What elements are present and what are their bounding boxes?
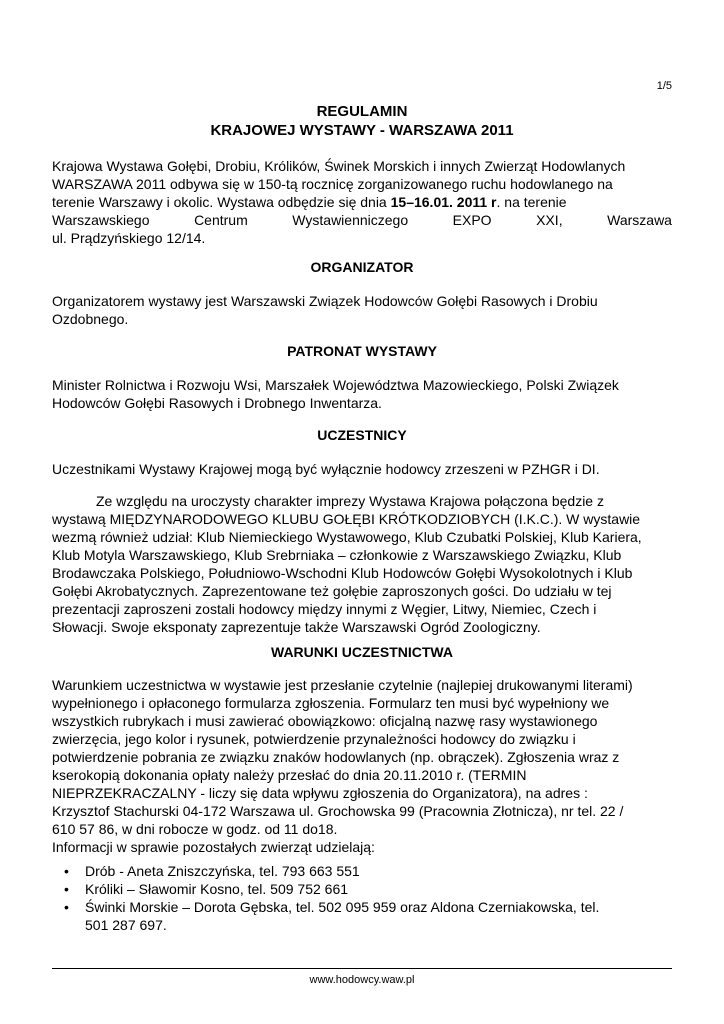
- conditions-line: wypełnionego i opłaconego formularza zgłoszenia. Formularz ten musi być wypełniony we: [52, 695, 610, 711]
- intro-word: Warszawskiego: [52, 212, 150, 228]
- intro-paragraph: [52, 157, 672, 247]
- participants-line: wystawą MIĘDZYNARODOWEGO KLUBU GOŁĘBI KRÓTKODZIOBYCH (I.K.C.). W wystawie: [52, 511, 641, 527]
- conditions-line: Warunkiem uczestnictwa w wystawie jest przesłanie czytelnie (najlepiej drukowanymi literami): [52, 677, 633, 693]
- contacts-list: [52, 862, 672, 934]
- footer-url: www.hodowcy.waw.pl: [309, 974, 415, 986]
- intro-word: XXI,: [536, 212, 563, 228]
- intro-line: ul. Prądzyńskiego 12/14.: [52, 230, 206, 246]
- list-item: [52, 898, 672, 934]
- conditions-line: kserokopią dokonania opłaty należy przesłać do dnia 20.11.2010 r. (TERMIN: [52, 767, 527, 783]
- conditions-line: zwierzęcia, jego kolor i rysunek, potwierdzenie przynależności hodowcy do związku i: [52, 731, 576, 747]
- conditions-line: Krzysztof Stachurski 04-172 Warszawa ul. Grochowska 99 (Pracownia Złotnicza), nr tel. 22 /: [52, 803, 624, 819]
- intro-line: WARSZAWA 2011 odbywa się w 150-tą rocznicę zorganizowanego ruchu hodowlanego na: [52, 176, 613, 192]
- intro-word: Wystawienniczego: [292, 212, 409, 228]
- patron-line: Minister Rolnictwa i Rozwoju Wsi, Marszałek Województwa Mazowieckiego, Polski Związek: [52, 377, 619, 393]
- intro-word: EXPO: [452, 212, 492, 228]
- participants-line: Klub Motyla Warszawskiego, Klub Srebrniaka – członkowie z Warszawskiego Związku, Klub: [52, 547, 622, 563]
- exhibition-dates: 15–16.01. 2011 r: [390, 194, 497, 210]
- participants-line: Słowacji. Swoje eksponaty zaprezentuje także Warszawski Ogród Zoologiczny.: [52, 619, 541, 635]
- page-number: 1/5: [656, 80, 672, 92]
- intro-text: terenie Warszawy i okolic. Wystawa odbędzie się dnia: [52, 194, 391, 210]
- intro-word: Centrum: [194, 212, 248, 228]
- participants-line: wezmą również udział: Klub Niemieckiego Wystawowego, Klub Czubatki Polskiej, Klub Kariera,: [52, 529, 642, 545]
- organizer-heading: ORGANIZATOR: [310, 259, 414, 275]
- document-subtitle: KRAJOWEJ WYSTAWY - WARSZAWA 2011: [210, 122, 514, 139]
- contact-text: Świnki Morskie – Dorota Gębska, tel. 502 095 959 oraz Aldona Czerniakowska, tel.: [85, 899, 600, 915]
- intro-text: . na terenie: [496, 194, 567, 210]
- organizer-paragraph: [52, 292, 672, 328]
- document-title: REGULAMIN: [316, 103, 408, 120]
- intro-line: Krajowa Wystawa Gołębi, Drobiu, Królików, Świnek Morskich i innych Zwierząt Hodowlanych: [52, 158, 626, 174]
- list-item: • Drób - Aneta Zniszczyńska, tel. 793 663 551: [52, 862, 672, 880]
- conditions-line: potwierdzenie pobrania ze związku znaków hodowlanych (np. obrączek). Zgłoszenia wraz z: [52, 749, 620, 765]
- patron-heading: PATRONAT WYSTAWY: [287, 343, 437, 359]
- conditions-line: 610 57 86, w dni robocze w godz. od 11 do18.: [52, 821, 338, 837]
- organizer-line: Organizatorem wystawy jest Warszawski Związek Hodowców Gołębi Rasowych i Drobiu: [52, 293, 598, 309]
- conditions-line: Informacji w sprawie pozostałych zwierząt udzielają:: [52, 839, 375, 855]
- participants-line: Gołębi Akrobatycznych. Zaprezentowane też gołębie zaproszonych gości. Do udziału w tej: [52, 583, 612, 599]
- participants-paragraph-1: Uczestnikami Wystawy Krajowej mogą być wyłącznie hodowcy zrzeszeni w PZHGR i DI.: [52, 461, 600, 477]
- intro-word: Warszawa: [607, 212, 672, 228]
- participants-heading: UCZESTNICY: [317, 427, 407, 443]
- participants-line: Ze względu na uroczysty charakter imprezy Wystawa Krajowa połączona będzie z: [96, 493, 604, 509]
- participants-line: prezentacji zaproszeni zostali hodowcy między innymi z Węgier, Litwy, Niemiec, Czech i: [52, 601, 597, 617]
- conditions-heading: WARUNKI UCZESTNICTWA: [271, 644, 453, 660]
- patron-paragraph: [52, 376, 672, 412]
- conditions-line: wszystkich rubrykach i musi zawierać obowiązkowo: oficjalną nazwę rasy wystawionego: [52, 713, 598, 729]
- participants-line: Brodawczaka Polskiego, Południowo-Wschodni Klub Hodowców Gołębi Wysokolotnych i Klub: [52, 565, 633, 581]
- participants-paragraph-2: [52, 492, 672, 636]
- contact-text: 501 287 697.: [85, 917, 167, 933]
- organizer-line: Ozdobnego.: [52, 311, 129, 327]
- conditions-paragraph: [52, 676, 672, 856]
- footer-divider: [52, 968, 672, 969]
- patron-line: Hodowców Gołębi Rasowych i Drobnego Inwentarza.: [52, 395, 382, 411]
- intro-line: [52, 193, 672, 211]
- list-item: • Króliki – Sławomir Kosno, tel. 509 752 661: [52, 880, 672, 898]
- conditions-line: NIEPRZEKRACZALNY - liczy się data wpływu zgłoszenia do Organizatora), na adres :: [52, 785, 588, 801]
- intro-line: [52, 211, 672, 229]
